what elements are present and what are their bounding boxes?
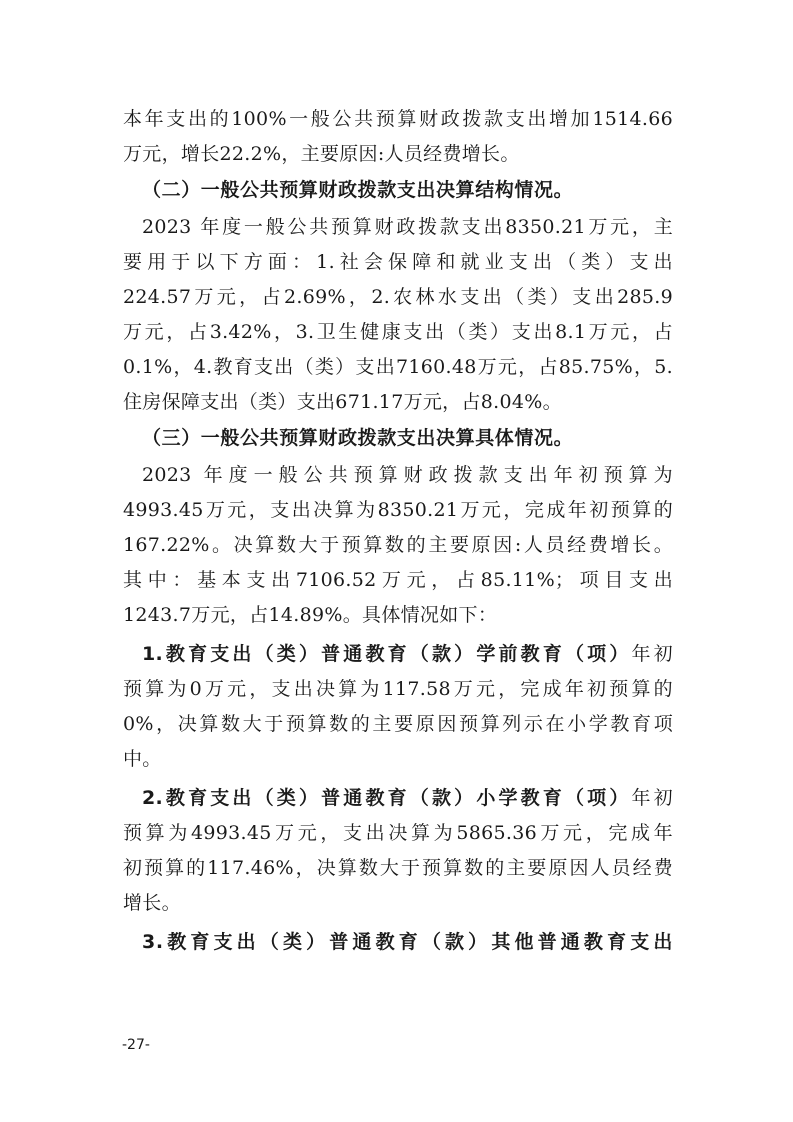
paragraph-line: 初预算的117.46%，决算数大于预算数的主要原因人员经费	[123, 857, 673, 879]
paragraph-line: 要用于以下方面：1.社会保障和就业支出（类）支出	[123, 251, 673, 273]
paragraph-line: 0%，决算数大于预算数的主要原因预算列示在小学教育项	[123, 713, 673, 735]
paragraph-line: 2023 年度一般公共预算财政拨款支出年初预算为	[142, 464, 673, 486]
paragraph-line: 其中：基本支出7106.52万元，占85.11%；项目支出	[123, 569, 673, 591]
item-1-title: 1.教育支出（类）普通教育（款）学前教育（项）	[142, 643, 632, 665]
paragraph-line: 万元，占3.42%，3.卫生健康支出（类）支出8.1万元，占	[123, 321, 673, 343]
paragraph-line: 2023 年度一般公共预算财政拨款支出8350.21万元，主	[142, 216, 673, 238]
paragraph-line: 224.57万元，占2.69%，2.农林水支出（类）支出285.9	[123, 286, 673, 308]
section-heading-3: （三）一般公共预算财政拨款支出决算具体情况。	[142, 427, 574, 449]
item-1-title-tail: 年初	[631, 643, 673, 665]
item-2-title-tail: 年初	[631, 787, 673, 809]
paragraph-line: 中。	[123, 748, 162, 770]
paragraph-line: 预算为0万元，支出决算为117.58万元，完成年初预算的	[123, 678, 673, 700]
paragraph-line: 4993.45万元，支出决算为8350.21万元，完成年初预算的	[123, 499, 673, 521]
paragraph-line: 167.22%。决算数大于预算数的主要原因:人员经费增长。	[123, 534, 673, 556]
paragraph-line: 1243.7万元，占14.89%。具体情况如下：	[123, 604, 498, 626]
item-3-heading-line: 3.教育支出（类）普通教育（款）其他普通教育支出	[142, 931, 673, 953]
paragraph-line: 预算为4993.45万元，支出决算为5865.36万元，完成年	[123, 822, 673, 844]
item-2-heading-line	[142, 786, 673, 810]
paragraph-line: 增长。	[123, 892, 181, 914]
item-1-heading-line	[142, 642, 673, 666]
paragraph-line: 住房保障支出（类）支出671.17万元，占8.04%。	[123, 391, 562, 413]
paragraph-line: 0.1%，4.教育支出（类）支出7160.48万元，占85.75%，5.	[123, 356, 673, 378]
paragraph-line: 万元，增长22.2%，主要原因:人员经费增长。	[123, 143, 520, 165]
section-heading-2: （二）一般公共预算财政拨款支出决算结构情况。	[142, 179, 574, 201]
paragraph-line: 本年支出的100%一般公共预算财政拨款支出增加1514.66	[123, 108, 673, 130]
item-2-title: 2.教育支出（类）普通教育（款）小学教育（项）	[142, 787, 632, 809]
page-number: -27-	[122, 1037, 150, 1053]
